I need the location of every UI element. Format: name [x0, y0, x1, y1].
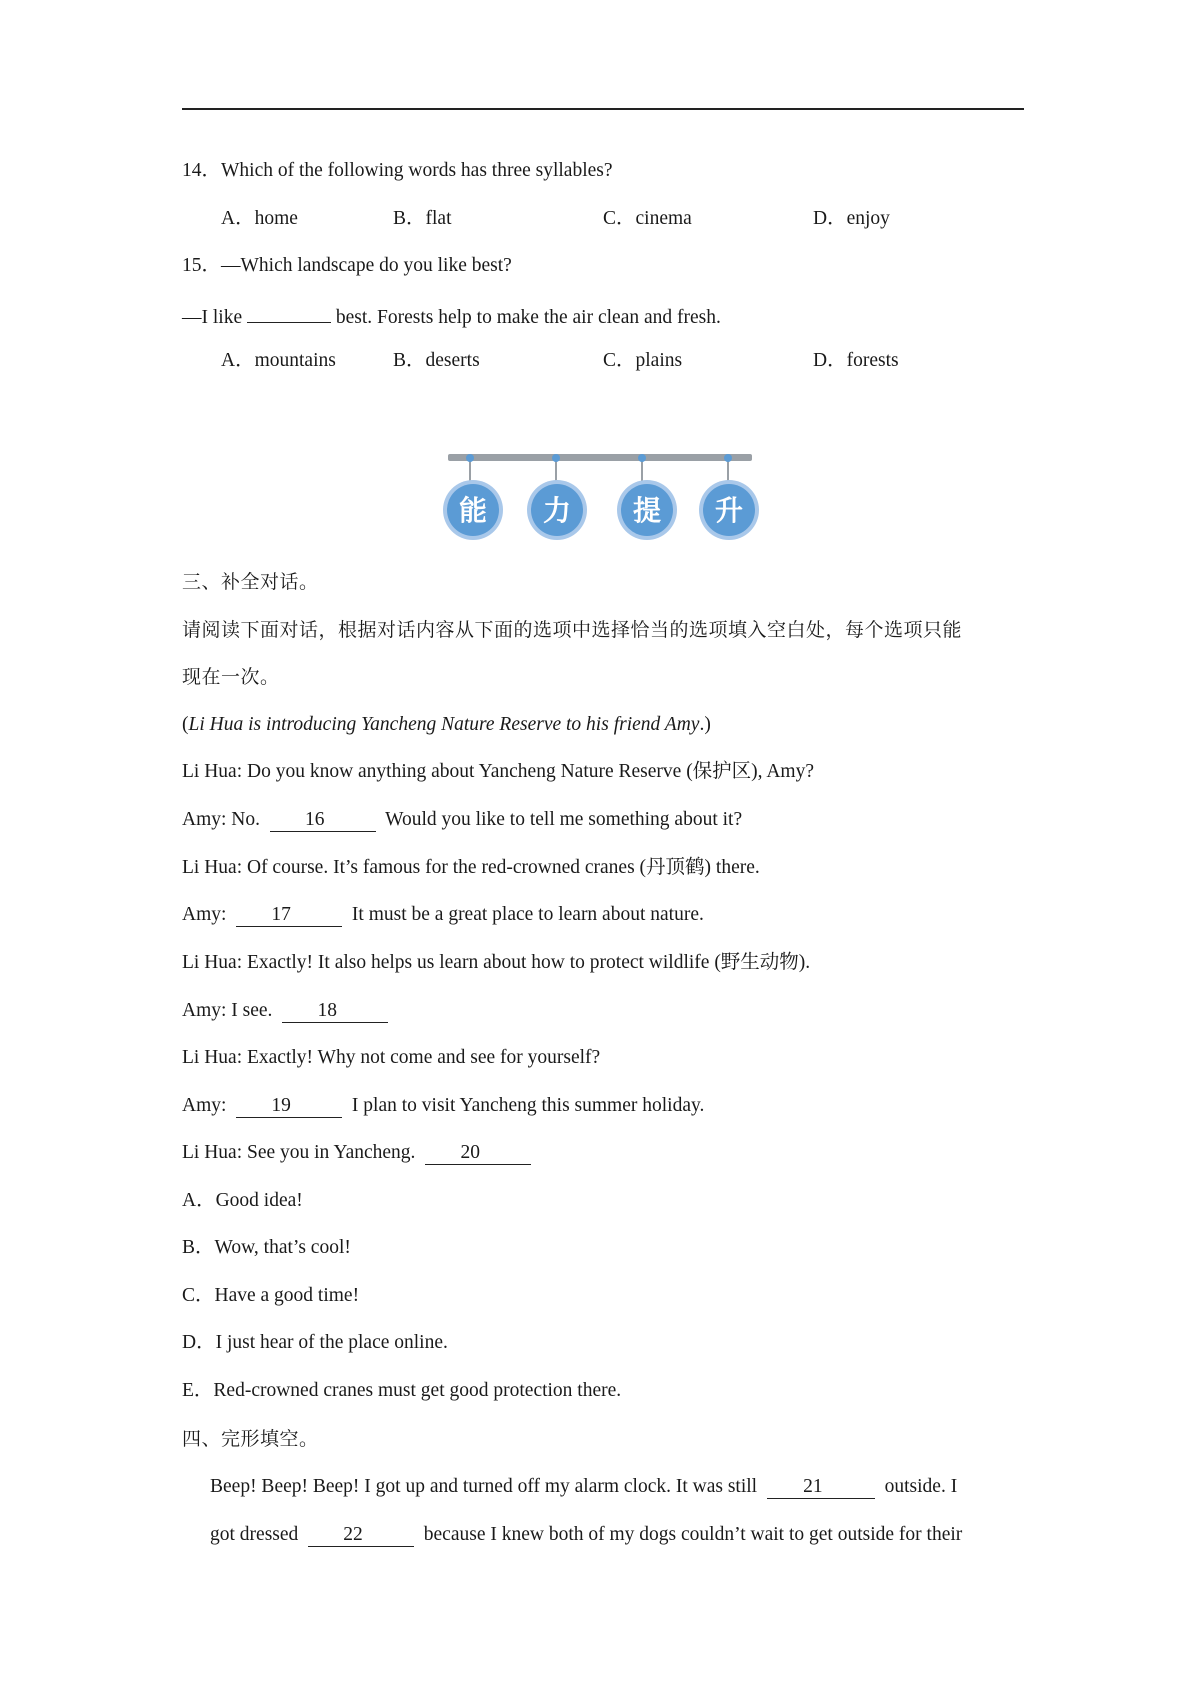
blank-19: 19 — [236, 1095, 342, 1118]
choice-d: D．I just hear of the place online. — [182, 1332, 448, 1353]
blank-18: 18 — [282, 1000, 388, 1023]
blank-17: 17 — [236, 904, 342, 927]
q14-option-c: C．cinema — [603, 208, 692, 229]
q14-stem: 14．Which of the following words has three syllables? — [182, 160, 613, 181]
section3-instruction-line2: 现在一次。 — [182, 666, 280, 688]
q15-reply-post: best. Forests help to make the air clean and fresh. — [335, 307, 721, 328]
header-rule — [182, 108, 1024, 110]
blank-20: 20 — [425, 1142, 531, 1165]
choice-b: B．Wow, that’s cool! — [182, 1237, 351, 1258]
dialogue-line-7: Li Hua: Exactly! Why not come and see for yourself? — [182, 1047, 601, 1068]
banner-bar — [448, 454, 752, 461]
q15-option-c: C．plains — [603, 350, 683, 371]
banner-char: 能 — [458, 494, 488, 527]
banner-char: 升 — [714, 494, 744, 527]
ability-banner — [440, 448, 760, 540]
q14-option-d: D．enjoy — [813, 208, 890, 229]
section3-context: (Li Hua is introducing Yancheng Nature Reserve to his friend Amy.) — [182, 714, 711, 735]
banner-char: 力 — [542, 494, 572, 527]
q15-option-d: D．forests — [813, 350, 899, 371]
section3-title: 三、补全对话。 — [182, 571, 319, 593]
choice-a: A．Good idea! — [182, 1190, 303, 1211]
dialogue-line-4: Amy: 17 It must be a great place to learn about nature. — [182, 904, 704, 925]
banner-char: 提 — [632, 494, 662, 527]
q15-stem: 15．—Which landscape do you like best? — [182, 255, 512, 276]
cloze-line-1: Beep! Beep! Beep! I got up and turned off my alarm clock. It was still 21 outside. I — [210, 1476, 958, 1497]
dialogue-line-8: Amy: 19 I plan to visit Yancheng this summer holiday. — [182, 1095, 705, 1116]
blank-16: 16 — [270, 809, 376, 832]
dialogue-line-9: Li Hua: See you in Yancheng. 20 — [182, 1140, 531, 1166]
blank-22: 22 — [308, 1524, 414, 1547]
blank-21: 21 — [767, 1476, 875, 1499]
q14-option-a: A．home — [221, 208, 298, 229]
choice-e: E．Red-crowned cranes must get good protection there. — [182, 1380, 622, 1401]
dialogue-line-3: Li Hua: Of course. It’s famous for the red-crowned cranes (丹顶鹤) there. — [182, 857, 760, 878]
dialogue-line-6: Amy: I see. 18 — [182, 998, 388, 1024]
section4-title: 四、完形填空。 — [182, 1428, 319, 1450]
banner-item-3 — [617, 454, 677, 540]
q15-option-a: A．mountains — [221, 350, 336, 371]
section3-instruction-line1: 请阅读下面对话，根据对话内容从下面的选项中选择恰当的选项填入空白处，每个选项只能 — [182, 619, 963, 641]
q15-answer-blank — [247, 300, 331, 323]
q15-reply-pre: —I like — [182, 307, 243, 328]
dialogue-line-5: Li Hua: Exactly! It also helps us learn about how to protect wildlife (野生动物). — [182, 952, 811, 973]
banner-item-1 — [443, 454, 503, 540]
choice-c: C．Have a good time! — [182, 1285, 360, 1306]
cloze-line-2: got dressed 22 because I knew both of my dogs couldn’t wait to get outside for their — [210, 1524, 963, 1545]
q15-option-b: B．deserts — [393, 350, 480, 371]
banner-item-4 — [699, 454, 759, 540]
context-italic: Li Hua is introducing Yancheng Nature Reserve to his friend Amy — [188, 714, 700, 735]
banner-item-2 — [527, 454, 587, 540]
dialogue-line-2: Amy: No. 16 Would you like to tell me something about it? — [182, 809, 743, 830]
q14-option-b: B．flat — [393, 208, 452, 229]
dialogue-line-1: Li Hua: Do you know anything about Yancheng Nature Reserve (保护区), Amy? — [182, 761, 815, 782]
q15-reply — [182, 300, 721, 331]
